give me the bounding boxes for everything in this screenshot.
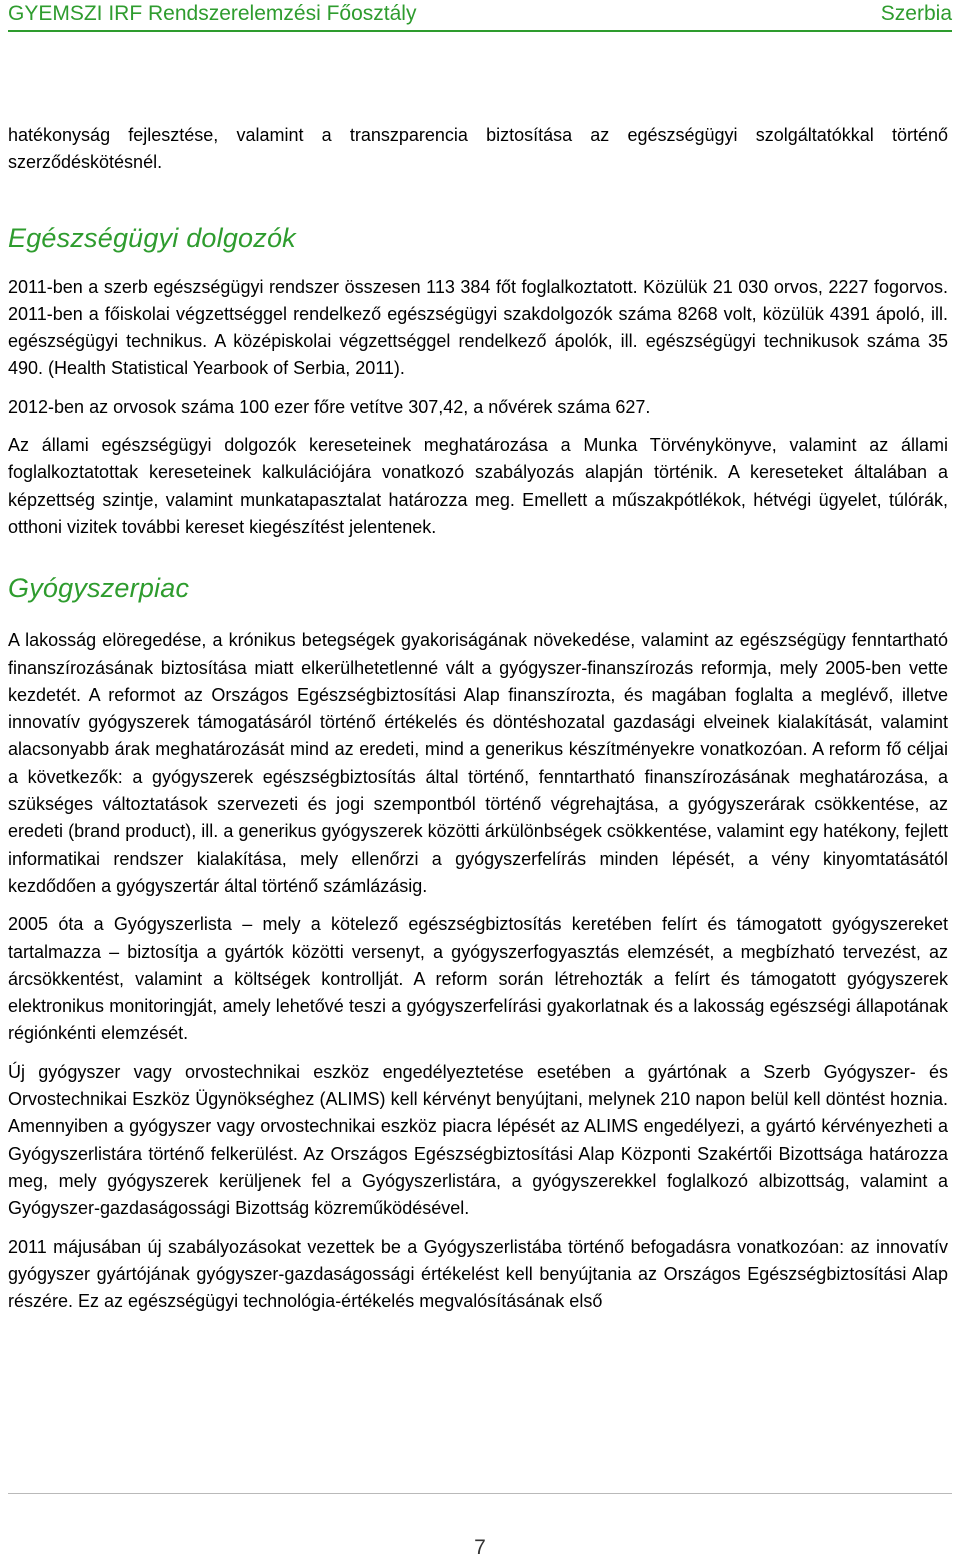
page-number: 7 <box>474 1536 486 1559</box>
section-heading-pharma-market: Gyógyszerpiac <box>8 573 190 604</box>
body-paragraph: Új gyógyszer vagy orvostechnikai eszköz engedélyeztetése esetében a gyártónak a Szerb Gyógyszer- és Orvostechnikai Eszköz Ügynökséghez (ALIMS) kell kérvényt benyújtani, melynek 210 napon belül kell döntést hoznia. Amennyiben a gyógyszer vagy orvostechnikai eszköz piacra lépését az ALIMS engedélyezi, a gyártó kérvényezheti a Gyógyszerlistára történő felkerülést. Az Országos Egészségbiztosítási Alap Központi Szakértői Bizottsága határozza meg, mely gyógyszerek kerüljenek fel a Gyógyszerlistára, a gyógyszerekkel foglalkozó albizottság, valamint a Gyógyszer-gazdaságossági Bizottság közreműködésével. <box>8 1061 948 1219</box>
intro-paragraph: hatékonyság fejlesztése, valamint a transzparencia biztosítása az egészségügyi szolgáltatókkal történő szerződéskötésnél. <box>8 125 948 173</box>
body-paragraph: A lakosság elöregedése, a krónikus betegségek gyakoriságának növekedése, valamint az egészségügy fenntartható finanszírozásának biztosítása miatt elkerülhetetlenné vált a gyógyszer-finanszírozás reformja, mely 2005-ben vette kezdetét. A reformot az Országos Egészségbiztosítási Alap finanszírozta, és magában foglalta a meglévő, illetve innovatív gyógyszerek támogatásáról történő értékelés és döntéshozatal gazdasági elveinek kialakítását, valamint alacsonyabb árak meghatározását mind az eredeti, mind a generikus készítményekre vonatkozóan. A reform fő céljai a következők: a gyógyszerek egészségbiztosítás által történő, fenntartható finanszírozásának meghatározása, a szükséges változtatások szervezeti és jogi szempontból történő végrehajtása, a gyógyszerárak csökkentése, az eredeti (brand product), ill. a generikus gyógyszerek közötti árkülönbségek csökkentése, valamint egy hatékony, fejlett informatikai rendszer kialakítása, mely ellenőrzi a gyógyszerfelírás minden lépését, a vény kinyomtatásától kezdődően a gyógyszertár által történő számlázásig. <box>8 630 948 896</box>
body-paragraph: Az állami egészségügyi dolgozók kereseteinek meghatározása a Munka Törvénykönyve, valamint az állami foglalkoztatottak kereseteinek kalkulációjára vonatkozó szabályozás alapján történik. A kereseteket általában a képzettség szintje, valamint munkatapasztalat határozza meg. Emellett a műszakpótlékok, hétvégi ügyelet, túlórák, otthoni vizitek további kereset kiegészítést jelentenek. <box>8 435 948 537</box>
document-body <box>8 122 948 1326</box>
body-paragraph: 2011 májusában új szabályozásokat vezettek be a Gyógyszerlistába történő befogadásra vonatkozóan: az innovatív gyógyszer gyártójának gyógyszer-gazdaságossági értékelést kell benyújtania az Országos Egészségbiztosítási Alap részére. Ez az egészségügyi technológia-értékelés megvalósításának első <box>8 1236 948 1312</box>
body-paragraph: 2005 óta a Gyógyszerlista – mely a kötelező egészségbiztosítás keretében felírt és támogatott gyógyszereket tartalmazza – biztosítja a gyártók közötti versenyt, a gyógyszerfogyasztás elemzését, a megbízható tervezést, az árcsökkentést, valamint a költségek kontrollját. A reform során létrehozták a felírt és támogatott gyógyszerek elektronikus monitoringját, amely lehetővé teszi a gyógyszerfelírási gyakorlatnak és a lakosság egészségi állapotának régiónkénti elemzését. <box>8 914 948 1044</box>
header-organization: GYEMSZI IRF Rendszerelemzési Főosztály <box>8 2 417 25</box>
section-heading-health-workers: Egészségügyi dolgozók <box>8 222 296 253</box>
header-country: Szerbia <box>880 2 952 25</box>
body-paragraph: 2012-ben az orvosok száma 100 ezer főre vetítve 307,42, a nővérek száma 627. <box>8 396 651 417</box>
header-divider <box>8 30 952 32</box>
footer-divider <box>8 1493 952 1494</box>
body-paragraph: 2011-ben a szerb egészségügyi rendszer összesen 113 384 főt foglalkoztatott. Közülük 21 030 orvos, 2227 fogorvos. 2011-ben a főiskolai végzettséggel rendelkező egészségügyi szakdolgozók száma 8268 volt, közülük 4391 ápoló, ill. egészségügyi technikus. A középiskolai végzettséggel rendelkező ápolók, ill. egészségügyi technikusok száma 35 490. (Health Statistical Yearbook of Serbia, 2011). <box>8 276 948 379</box>
page-header <box>8 0 952 30</box>
